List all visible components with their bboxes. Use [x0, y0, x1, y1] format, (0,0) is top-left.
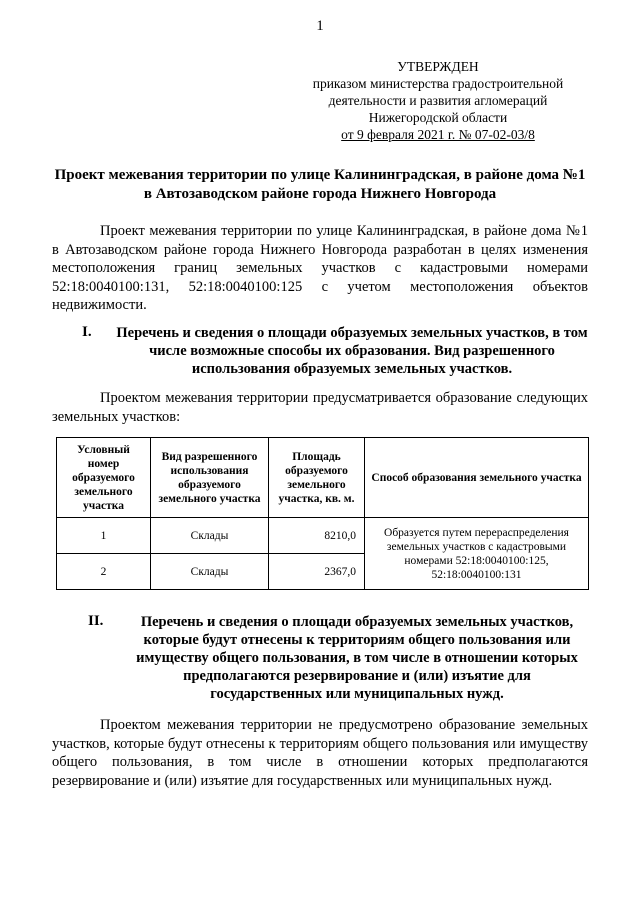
section2-title: Перечень и сведения о площади образуемых земельных участков, которые будут отнесены к территориям общего пользования или имуществу общего пользования, в том числе в отношении которых предполагаются резервирование и (или) изъятие для государственных или муниципальных нужд. — [136, 614, 578, 702]
section1-text: Проектом межевания территории предусматривается образование следующих земельных участков: — [52, 390, 588, 425]
approval-line: деятельности и развития агломераций — [328, 93, 548, 108]
approval-line: Нижегородской области — [368, 110, 508, 125]
table-cell: 8210,0 — [269, 518, 365, 554]
table-header: Вид разрешенного использования образуемого земельного участка — [151, 438, 269, 518]
parcels-table — [56, 437, 589, 590]
approval-date: от 9 февраля 2021 г. № 07-02-03/8 — [341, 127, 535, 142]
section2-number: II. — [88, 613, 104, 629]
table-cell: 1 — [57, 518, 151, 554]
table-cell-method: Образуется путем перераспределения земельных участков с кадастровыми номерами 52:18:0040100:125, 52:18:0040100:131 — [365, 518, 589, 590]
table-header: Площадь образуемого земельного участка, кв. м. — [269, 438, 365, 518]
table-header: Способ образования земельного участка — [365, 438, 589, 518]
approval-block — [288, 58, 588, 143]
approval-line: приказом министерства градостроительной — [312, 76, 564, 91]
table-cell: Склады — [151, 554, 269, 590]
page-number: 1 — [316, 18, 324, 34]
document-title: Проект межевания территории по улице Калининградская, в районе дома №1 в Автозаводском районе города Нижнего Новгорода — [54, 167, 586, 202]
table-cell: 2 — [57, 554, 151, 590]
section1-title: Перечень и сведения о площади образуемых земельных участков, в том числе возможные способы их образования. Вид разрешенного использования образуемых земельных участков. — [116, 325, 588, 377]
table-row — [57, 518, 589, 554]
table-cell: 2367,0 — [269, 554, 365, 590]
intro-paragraph: Проект межевания территории по улице Калининградская, в районе дома №1 в Автозаводском районе города Нижнего Новгорода разработан в целях изменения местоположения границ земельных участков с кадастровыми номерами 52:18:0040100:131, 52:18:0040100:125 с учетом местоположения объектов недвижимости. — [52, 223, 588, 313]
section1-number: I. — [82, 324, 92, 340]
table-header-row — [57, 438, 589, 518]
approval-heading: УТВЕРЖДЕН — [397, 59, 479, 74]
table-header: Условный номер образуемого земельного участка — [57, 438, 151, 518]
section2-text: Проектом межевания территории не предусмотрено образование земельных участков, которые будут отнесены к территориям общего пользования или имуществу общего пользования, в том числе в отношении которых предполагаются резервирование и (или) изъятие для государственных или муниципальных нужд. — [52, 717, 588, 789]
table-cell: Склады — [151, 518, 269, 554]
